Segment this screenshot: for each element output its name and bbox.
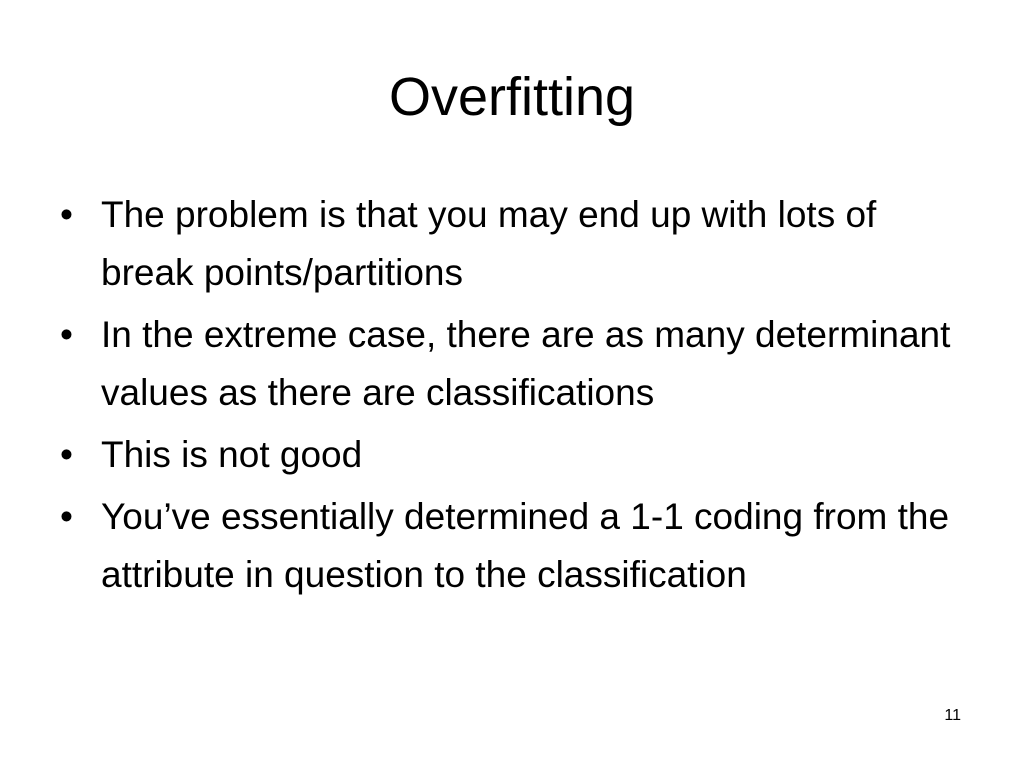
bullet-icon: • — [60, 434, 73, 475]
slide-title: Overfitting — [388, 67, 636, 127]
bullet-item — [60, 426, 970, 484]
bullet-icon: • — [60, 194, 73, 235]
bullet-icon: • — [60, 496, 73, 537]
bullet-item — [60, 306, 970, 422]
bullet-item — [60, 488, 970, 604]
page-number: 11 — [944, 707, 961, 724]
bullet-item — [60, 186, 970, 302]
bullet-text: The problem is that you may end up with lots of break points/partitions — [101, 194, 877, 293]
bullet-text: You’ve essentially determined a 1-1 coding from the attribute in question to the classification — [101, 496, 950, 595]
bullet-list — [60, 186, 970, 604]
bullet-icon: • — [60, 314, 73, 355]
bullet-text: In the extreme case, there are as many determinant values as there are classifications — [101, 314, 951, 413]
bullet-text: This is not good — [101, 434, 363, 475]
